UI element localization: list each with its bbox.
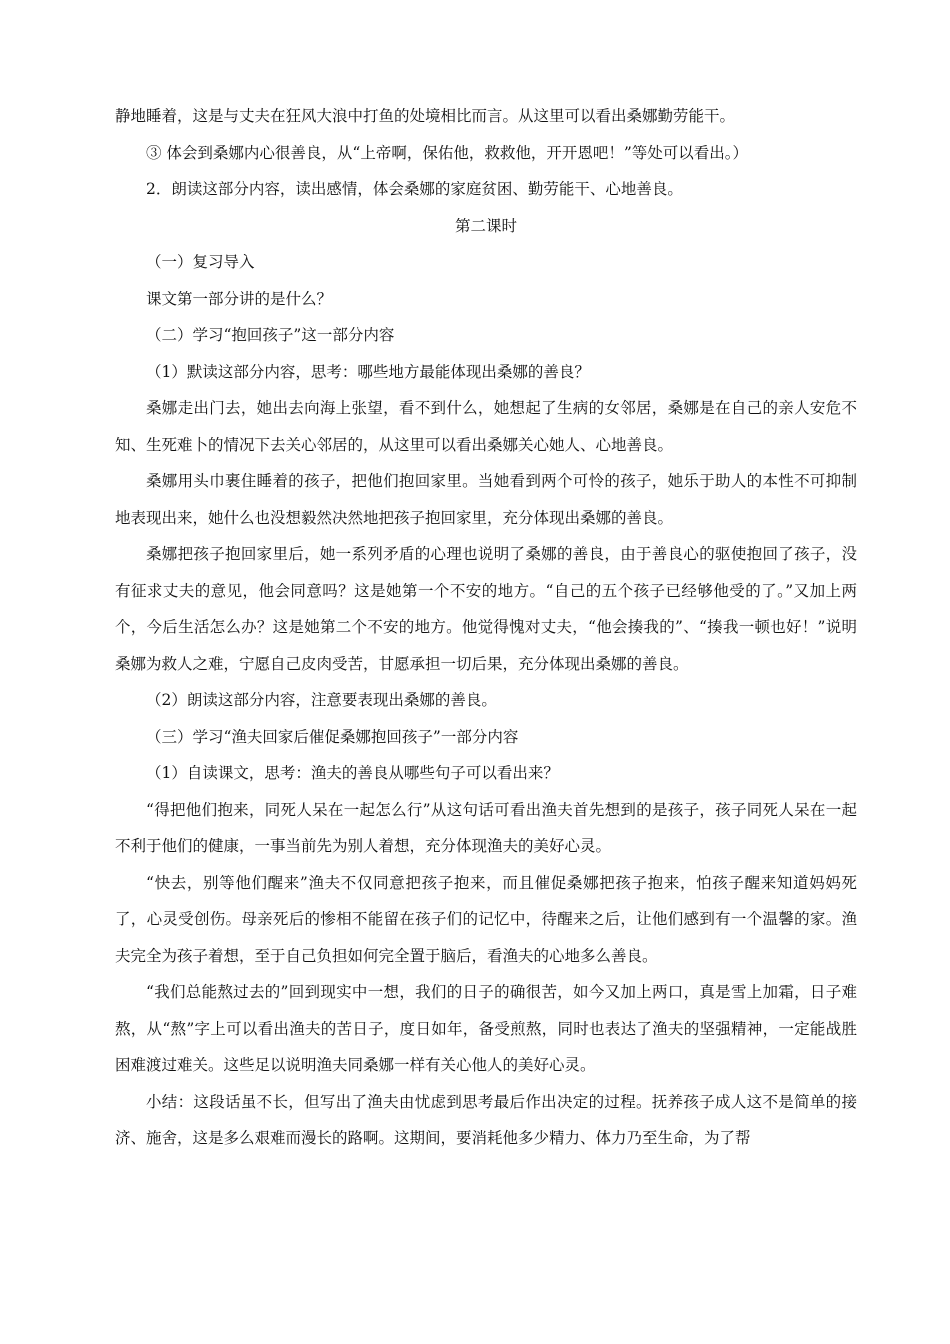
paragraph-body: “我们总能熬过去的”回到现实中一想，我们的日子的确很苦，如今又加上两口，真是雪上加霜，日子难熬，从“熬”字上可以看出渔夫的苦日子，度日如年，备受煎熬，同时也表达了渔夫的坚强精神，一定能战胜困难渡过难关。这些足以说明渔夫同桑娜一样有关心他人的美好心灵。	[115, 983, 857, 1074]
paragraph-body: 桑娜把孩子抱回家里后，她一系列矛盾的心理也说明了桑娜的善良，由于善良心的驱使抱回了孩子，没有征求丈夫的意见，他会同意吗？这是她第一个不安的地方。“自己的五个孩子已经够他受的了。”又加上两个，今后生活怎么办？这是她第二个不安的地方。他觉得愧对丈夫，“他会揍我的”、“揍我一顿也好！”说明桑娜为救人之难，宁愿自己皮肉受苦，甘愿承担一切后果，充分体现出桑娜的善良。	[115, 545, 857, 673]
paragraph-body: “得把他们抱来，同死人呆在一起怎么行”从这句话可看出渔夫首先想到的是孩子，孩子同死人呆在一起不利于他们的健康，一事当前先为别人着想，充分体现渔夫的美好心灵。	[115, 800, 857, 855]
paragraph-body: 桑娜走出门去，她出去向海上张望，看不到什么，她想起了生病的女邻居，桑娜是在自己的亲人安危不知、生死难卜的情况下去关心邻居的，从这里可以看出桑娜关心她人、心地善良。	[115, 399, 857, 454]
paragraph-summary: 小结：这段话虽不长，但写出了渔夫由忧虑到思考最后作出决定的过程。抚养孩子成人这不是简单的接济、施舍，这是多么艰难而漫长的路啊。这期间，要消耗他多少精力、体力乃至生命，为了帮	[115, 1092, 857, 1147]
subheading-part-2: （二）学习“抱回孩子”这一部分内容	[146, 326, 395, 344]
subheading-part-3: （三）学习“渔夫回家后催促桑娜抱回孩子”一部分内容	[146, 727, 519, 746]
paragraph-body: 桑娜用头巾裹住睡着的孩子，把他们抱回家里。当她看到两个可怜的孩子，她乐于助人的本性不可抑制地表现出来，她什么也没想毅然决然地把孩子抱回家里，充分体现出桑娜的善良。	[115, 472, 857, 527]
subheading-review: （一）复习导入	[146, 253, 255, 271]
paragraph-task-1b: （1）自读课文，思考：渔夫的善良从哪些句子可以看出来？	[146, 764, 559, 782]
paragraph-step-2: 2．朗读这部分内容，读出感情，体会桑娜的家庭贫困、勤劳能干、心地善良。	[146, 180, 683, 198]
paragraph-continuation: 静地睡着，这是与丈夫在狂风大浪中打鱼的处境相比而言。从这里可以看出桑娜勤劳能干。	[115, 107, 736, 125]
paragraph-point-3: ③ 体会到桑娜内心很善良，从“上帝啊，保佑他，救救他，开开恩吧！”等处可以看出。）	[146, 143, 749, 162]
paragraph-task-2: （2）朗读这部分内容，注意要表现出桑娜的善良。	[146, 691, 497, 709]
paragraph-question: 课文第一部分讲的是什么？	[146, 289, 333, 308]
document-body	[115, 98, 857, 1157]
section-heading: 第二课时	[454, 216, 517, 235]
paragraph-task-1: （1）默读这部分内容，思考：哪些地方最能体现出桑娜的善良？	[146, 362, 590, 381]
paragraph-body: “快去，别等他们醒来”渔夫不仅同意把孩子抱来，而且催促桑娜把孩子抱来，怕孩子醒来知道妈妈死了，心灵受创伤。母亲死后的惨相不能留在孩子们的记忆中，待醒来之后，让他们感到有一个温馨的家。渔夫完全为孩子着想，至于自己负担如何完全置于脑后，看渔夫的心地多么善良。	[115, 873, 857, 965]
